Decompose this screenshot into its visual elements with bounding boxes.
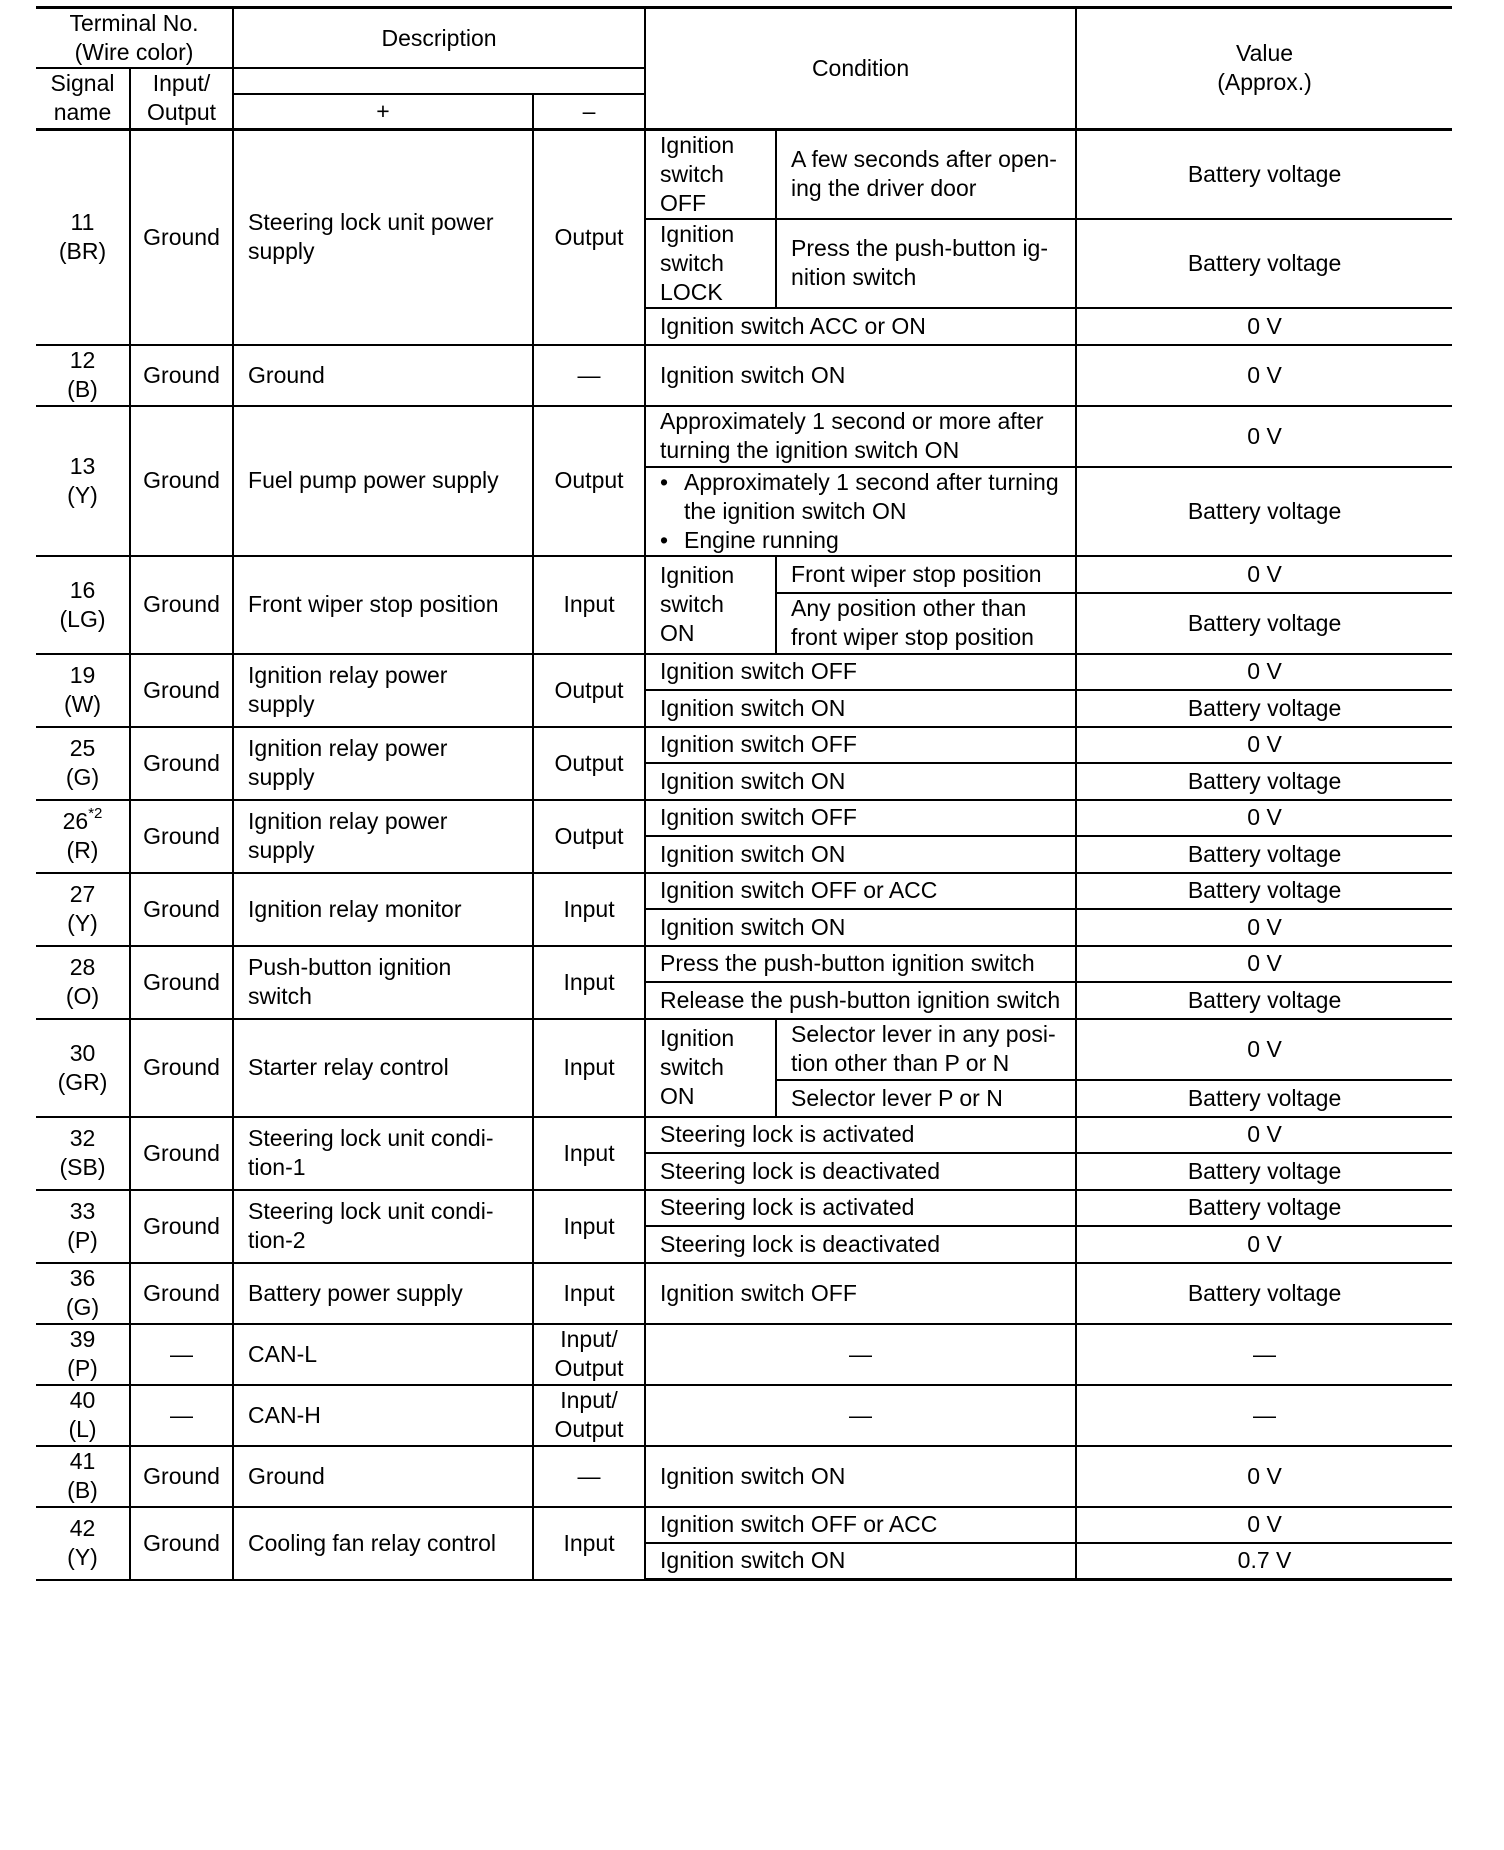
condition-sub-cell: Ignition switch LOCK <box>645 219 776 308</box>
value-cell: — <box>1076 1324 1452 1385</box>
condition-cell: Ignition switch ON <box>645 1446 1076 1507</box>
condition-cell: Ignition switch ON <box>645 690 1076 727</box>
value-cell: Battery voltage <box>1076 836 1452 873</box>
terminal-cell: 28 (O) <box>36 946 130 1019</box>
bullet-item: • Engine running <box>660 526 839 553</box>
table-row <box>36 1324 1452 1385</box>
io-cell: Input <box>533 1263 645 1324</box>
io-cell: Input <box>533 1019 645 1117</box>
condition-sub-cell: Ignition switch ON <box>645 556 776 654</box>
condition-cell: Press the push-button ignition switch <box>645 946 1076 982</box>
header-condition: Condition <box>645 8 1076 130</box>
condition-cell: Steering lock is deactivated <box>645 1226 1076 1263</box>
signal-name-cell: Battery power supply <box>233 1263 533 1324</box>
table-row <box>36 1446 1452 1507</box>
value-cell: 0 V <box>1076 308 1452 345</box>
condition-cell: Ignition switch OFF <box>645 1263 1076 1324</box>
signal-name-cell: CAN-H <box>233 1385 533 1446</box>
io-cell: Input/ Output <box>533 1385 645 1446</box>
condition-cell: Front wiper stop position <box>776 556 1076 593</box>
negative-cell: Ground <box>130 1117 233 1190</box>
table-row <box>36 1190 1452 1226</box>
value-cell: 0 V <box>1076 946 1452 982</box>
condition-cell: Press the push-button ig- nition switch <box>776 219 1076 308</box>
io-cell: Output <box>533 800 645 873</box>
negative-cell: Ground <box>130 1263 233 1324</box>
condition-cell: Ignition switch OFF <box>645 654 1076 690</box>
terminal-cell: 42 (Y) <box>36 1507 130 1580</box>
condition-cell: Release the push-button ignition switch <box>645 982 1076 1019</box>
table-row <box>36 800 1452 836</box>
value-cell: Battery voltage <box>1076 763 1452 800</box>
terminal-cell: 25 (G) <box>36 727 130 800</box>
value-cell: Battery voltage <box>1076 690 1452 727</box>
condition-cell: Steering lock is activated <box>645 1117 1076 1153</box>
terminal-cell: 11 (BR) <box>36 129 130 345</box>
value-cell: Battery voltage <box>1076 982 1452 1019</box>
header-value: Value (Approx.) <box>1076 8 1452 130</box>
io-cell: Input <box>533 1507 645 1580</box>
terminal-cell: 13 (Y) <box>36 406 130 556</box>
condition-cell: Approximately 1 second or more after turning the ignition switch ON <box>645 406 1076 467</box>
value-cell: 0 V <box>1076 1446 1452 1507</box>
negative-cell: — <box>130 1385 233 1446</box>
value-cell: Battery voltage <box>1076 219 1452 308</box>
negative-cell: Ground <box>130 727 233 800</box>
table-row <box>36 1385 1452 1446</box>
value-cell: 0.7 V <box>1076 1543 1452 1580</box>
value-cell: 0 V <box>1076 1226 1452 1263</box>
condition-cell: Ignition switch ON <box>645 763 1076 800</box>
negative-cell: Ground <box>130 1446 233 1507</box>
value-cell: 0 V <box>1076 1117 1452 1153</box>
terminal-cell: 36 (G) <box>36 1263 130 1324</box>
negative-cell: Ground <box>130 1019 233 1117</box>
table-row <box>36 129 1452 219</box>
value-cell: 0 V <box>1076 556 1452 593</box>
value-cell: 0 V <box>1076 345 1452 406</box>
signal-name-cell: Fuel pump power supply <box>233 406 533 556</box>
value-cell: 0 V <box>1076 727 1452 763</box>
header-minus: – <box>533 94 645 129</box>
header-input-output: Input/ Output <box>130 68 233 129</box>
table-row <box>36 1117 1452 1153</box>
condition-cell: Ignition switch OFF or ACC <box>645 1507 1076 1543</box>
io-cell: Input <box>533 1190 645 1263</box>
value-cell: 0 V <box>1076 800 1452 836</box>
io-cell: Output <box>533 406 645 556</box>
condition-cell: — <box>645 1324 1076 1385</box>
table-row <box>36 946 1452 982</box>
value-cell: — <box>1076 1385 1452 1446</box>
condition-cell: Steering lock is activated <box>645 1190 1076 1226</box>
condition-cell: Selector lever P or N <box>776 1080 1076 1117</box>
signal-name-cell: Ignition relay power supply <box>233 727 533 800</box>
signal-name-cell: Steering lock unit condi- tion-1 <box>233 1117 533 1190</box>
io-cell: Input <box>533 556 645 654</box>
condition-cell: Ignition switch OFF or ACC <box>645 873 1076 909</box>
header-signal-name: Signal name <box>36 68 130 129</box>
negative-cell: Ground <box>130 556 233 654</box>
negative-cell: Ground <box>130 406 233 556</box>
condition-cell: Selector lever in any posi- tion other than P or N <box>776 1019 1076 1080</box>
table-row <box>36 406 1452 467</box>
condition-cell <box>645 467 1076 556</box>
table-row <box>36 345 1452 406</box>
value-cell: 0 V <box>1076 654 1452 690</box>
negative-cell: Ground <box>130 1507 233 1580</box>
terminal-cell: 33 (P) <box>36 1190 130 1263</box>
signal-name-cell: Push-button ignition switch <box>233 946 533 1019</box>
condition-cell: Ignition switch OFF <box>645 727 1076 763</box>
io-cell: Output <box>533 129 645 345</box>
header-terminal-no: Terminal No. (Wire color) <box>36 8 233 69</box>
table-row <box>36 556 1452 593</box>
condition-cell: — <box>645 1385 1076 1446</box>
bullet-icon: • <box>660 468 669 495</box>
terminal-cell: 39 (P) <box>36 1324 130 1385</box>
condition-cell: Ignition switch ON <box>645 909 1076 946</box>
condition-cell: Any position other than front wiper stop position <box>776 593 1076 654</box>
terminal-cell: 30 (GR) <box>36 1019 130 1117</box>
condition-sub-cell: Ignition switch ON <box>645 1019 776 1117</box>
value-cell: Battery voltage <box>1076 1153 1452 1190</box>
negative-cell: Ground <box>130 345 233 406</box>
io-cell: Input <box>533 946 645 1019</box>
terminal-cell: 41 (B) <box>36 1446 130 1507</box>
value-cell: Battery voltage <box>1076 1080 1452 1117</box>
negative-cell: Ground <box>130 129 233 345</box>
condition-sub-cell: Ignition switch OFF <box>645 129 776 219</box>
value-cell: 0 V <box>1076 1507 1452 1543</box>
condition-cell: Ignition switch ON <box>645 345 1076 406</box>
table-row <box>36 1507 1452 1543</box>
terminal-cell: 26$^{*2}$ (R) <box>36 800 130 873</box>
io-cell: Output <box>533 654 645 727</box>
io-cell: — <box>533 1446 645 1507</box>
terminal-cell: 16 (LG) <box>36 556 130 654</box>
bullet-item: • Approximately 1 second after turning the ignition switch ON <box>660 468 1059 524</box>
signal-name-cell: Ignition relay power supply <box>233 800 533 873</box>
header-plus: + <box>233 94 533 129</box>
footnote-marker: *2 <box>88 805 103 823</box>
negative-cell: Ground <box>130 1190 233 1263</box>
table-row <box>36 1019 1452 1080</box>
value-cell: 0 V <box>1076 1019 1452 1080</box>
io-cell: — <box>533 345 645 406</box>
terminal-cell: 12 (B) <box>36 345 130 406</box>
negative-cell: Ground <box>130 800 233 873</box>
io-cell: Input <box>533 873 645 946</box>
signal-name-cell: Steering lock unit condi- tion-2 <box>233 1190 533 1263</box>
value-cell: 0 V <box>1076 406 1452 467</box>
signal-name-cell: Ignition relay power supply <box>233 654 533 727</box>
value-cell: Battery voltage <box>1076 467 1452 556</box>
negative-cell: Ground <box>130 873 233 946</box>
io-cell: Output <box>533 727 645 800</box>
header-description: Description <box>233 8 645 69</box>
io-cell: Input/ Output <box>533 1324 645 1385</box>
table-row <box>36 873 1452 909</box>
table-row <box>36 1263 1452 1324</box>
value-cell: Battery voltage <box>1076 129 1452 219</box>
value-cell: 0 V <box>1076 909 1452 946</box>
condition-cell: Ignition switch ON <box>645 836 1076 873</box>
negative-cell: — <box>130 1324 233 1385</box>
value-cell: Battery voltage <box>1076 1263 1452 1324</box>
table-row <box>36 727 1452 763</box>
terminal-cell: 19 (W) <box>36 654 130 727</box>
condition-cell: Ignition switch ON <box>645 1543 1076 1580</box>
terminal-cell: 32 (SB) <box>36 1117 130 1190</box>
signal-name-cell: CAN-L <box>233 1324 533 1385</box>
condition-cell: A few seconds after open- ing the driver door <box>776 129 1076 219</box>
io-cell: Input <box>533 1117 645 1190</box>
terminal-table <box>36 6 1452 1581</box>
signal-name-cell: Ignition relay monitor <box>233 873 533 946</box>
condition-cell: Ignition switch OFF <box>645 800 1076 836</box>
value-cell: Battery voltage <box>1076 1190 1452 1226</box>
signal-name-cell: Cooling fan relay control <box>233 1507 533 1580</box>
condition-cell: Steering lock is deactivated <box>645 1153 1076 1190</box>
terminal-cell: 40 (L) <box>36 1385 130 1446</box>
condition-cell: Ignition switch ACC or ON <box>645 308 1076 345</box>
negative-cell: Ground <box>130 946 233 1019</box>
signal-name-cell: Ground <box>233 345 533 406</box>
terminal-cell: 27 (Y) <box>36 873 130 946</box>
bullet-icon: • <box>660 526 669 553</box>
signal-name-cell: Starter relay control <box>233 1019 533 1117</box>
value-cell: Battery voltage <box>1076 873 1452 909</box>
signal-name-cell: Ground <box>233 1446 533 1507</box>
signal-name-cell: Front wiper stop position <box>233 556 533 654</box>
value-cell: Battery voltage <box>1076 593 1452 654</box>
negative-cell: Ground <box>130 654 233 727</box>
table-row <box>36 654 1452 690</box>
signal-name-cell: Steering lock unit power supply <box>233 129 533 345</box>
